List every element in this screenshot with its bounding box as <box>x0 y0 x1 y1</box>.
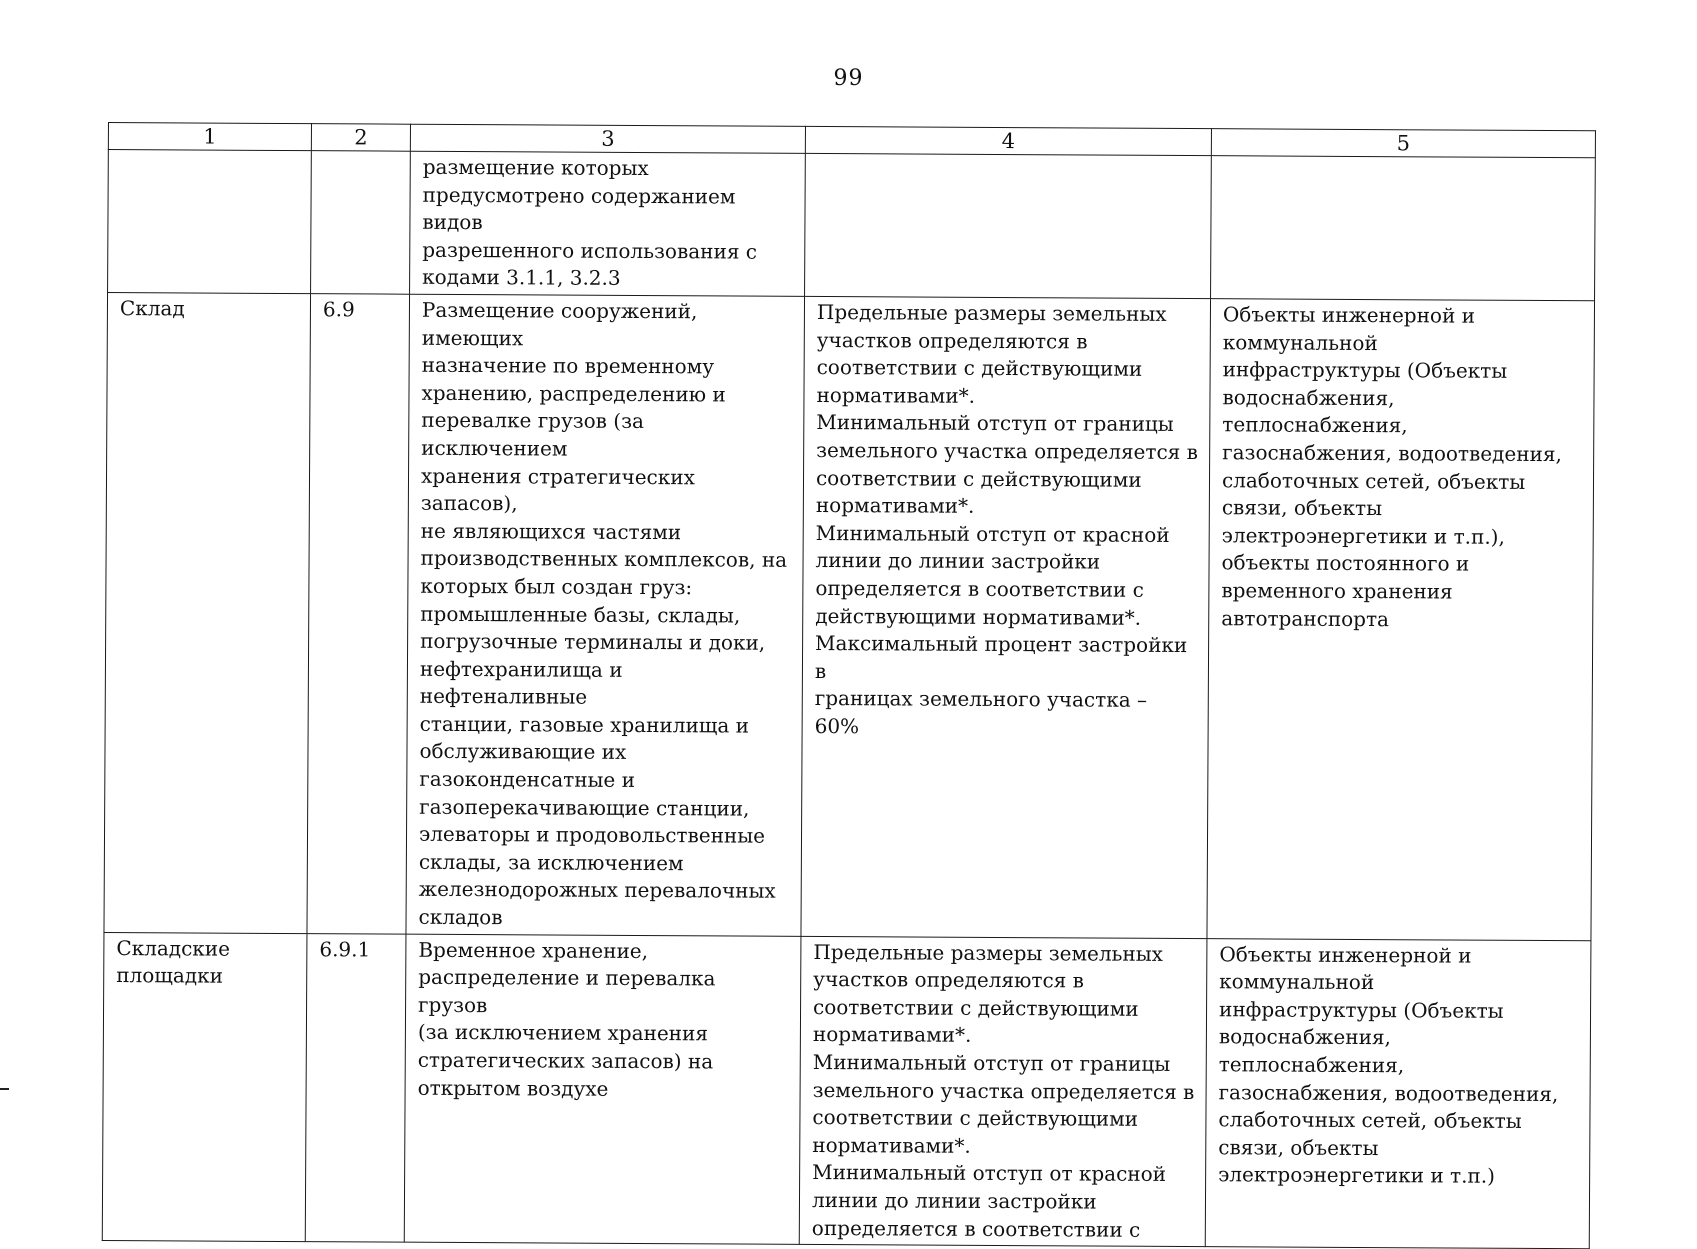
margin-tick-mark <box>0 1088 9 1090</box>
cell-parameters: Предельные размеры земельных участков определяются в соответствии с действующими нормативами*. Минимальный отступ от границы земельного участка определяется в соответствии с действующими нормативами*. Минимальный отступ от красной линии до линии застройки определяется в соответствии с <box>799 936 1207 1247</box>
cell-land-use-name <box>108 150 312 294</box>
cell-auxiliary-objects: Объекты инженерной и коммунальной инфраструктуры (Объекты водоснабжения, теплоснабжения, газоснабжения, водоотведения, слаботочных сетей, объекты связи, объекты электроэнергетики и т.п.) <box>1205 938 1591 1249</box>
cell-code: 6.9 <box>307 294 410 934</box>
cell-auxiliary-objects <box>1211 156 1596 301</box>
cell-parameters: Предельные размеры земельных участков определяются в соответствии с действующими нормативами*. Минимальный отступ от границы земельного участка определяется в соответствии с действующими нормативами*. Минимальный отступ от красной линии до линии застройки определяется в соответствии с действующими нормативами*. Максимальный процент застройки в границах земельного участка – 60% <box>801 296 1211 938</box>
cell-parameters <box>805 153 1212 298</box>
cell-description: размещение которых предусмотрено содержанием видов разрешенного использования с кодами 3.1.1, 3.2.3 <box>410 151 806 296</box>
cell-land-use-name: Складские площадки <box>102 932 307 1242</box>
land-use-table <box>102 122 1596 1249</box>
column-header-1: 1 <box>108 123 311 151</box>
column-header-4: 4 <box>805 126 1211 155</box>
cell-code: 6.9.1 <box>305 933 406 1242</box>
table-row-sklad <box>104 292 1595 940</box>
table-row-skladskie-ploshchadki <box>102 932 1591 1249</box>
table-row-continuation <box>108 150 1596 301</box>
cell-description: Размещение сооружений, имеющих назначение по временному хранению, распределению и перевалке грузов (за исключением хранения стратегических запасов), не являющихся частями производственных комплексов, на которых был создан груз: промышленные базы, склады, погрузочные терминалы и доки, нефтехранилища и нефтеналивные станции, газовые хранилища и обслуживающие их газоконденсатные и газоперекачивающие станции, элеваторы и продовольственные склады, за исключением железнодорожных перевалочных складов <box>406 294 805 936</box>
page-number: 99 <box>833 66 864 91</box>
column-header-2: 2 <box>311 124 410 152</box>
cell-code <box>311 151 411 295</box>
column-header-3: 3 <box>410 124 805 153</box>
column-header-5: 5 <box>1211 129 1595 158</box>
cell-land-use-name: Склад <box>104 292 311 933</box>
cell-auxiliary-objects: Объекты инженерной и коммунальной инфраструктуры (Объекты водоснабжения, теплоснабжения, газоснабжения, водоотведения, слаботочных сетей, объекты связи, объекты электроэнергетики и т.п.), объекты постоянного и временного хранения автотранспорта <box>1207 299 1595 941</box>
cell-description: Временное хранение, распределение и перевалка грузов (за исключением хранения стратегических запасов) на открытом воздухе <box>404 934 801 1245</box>
